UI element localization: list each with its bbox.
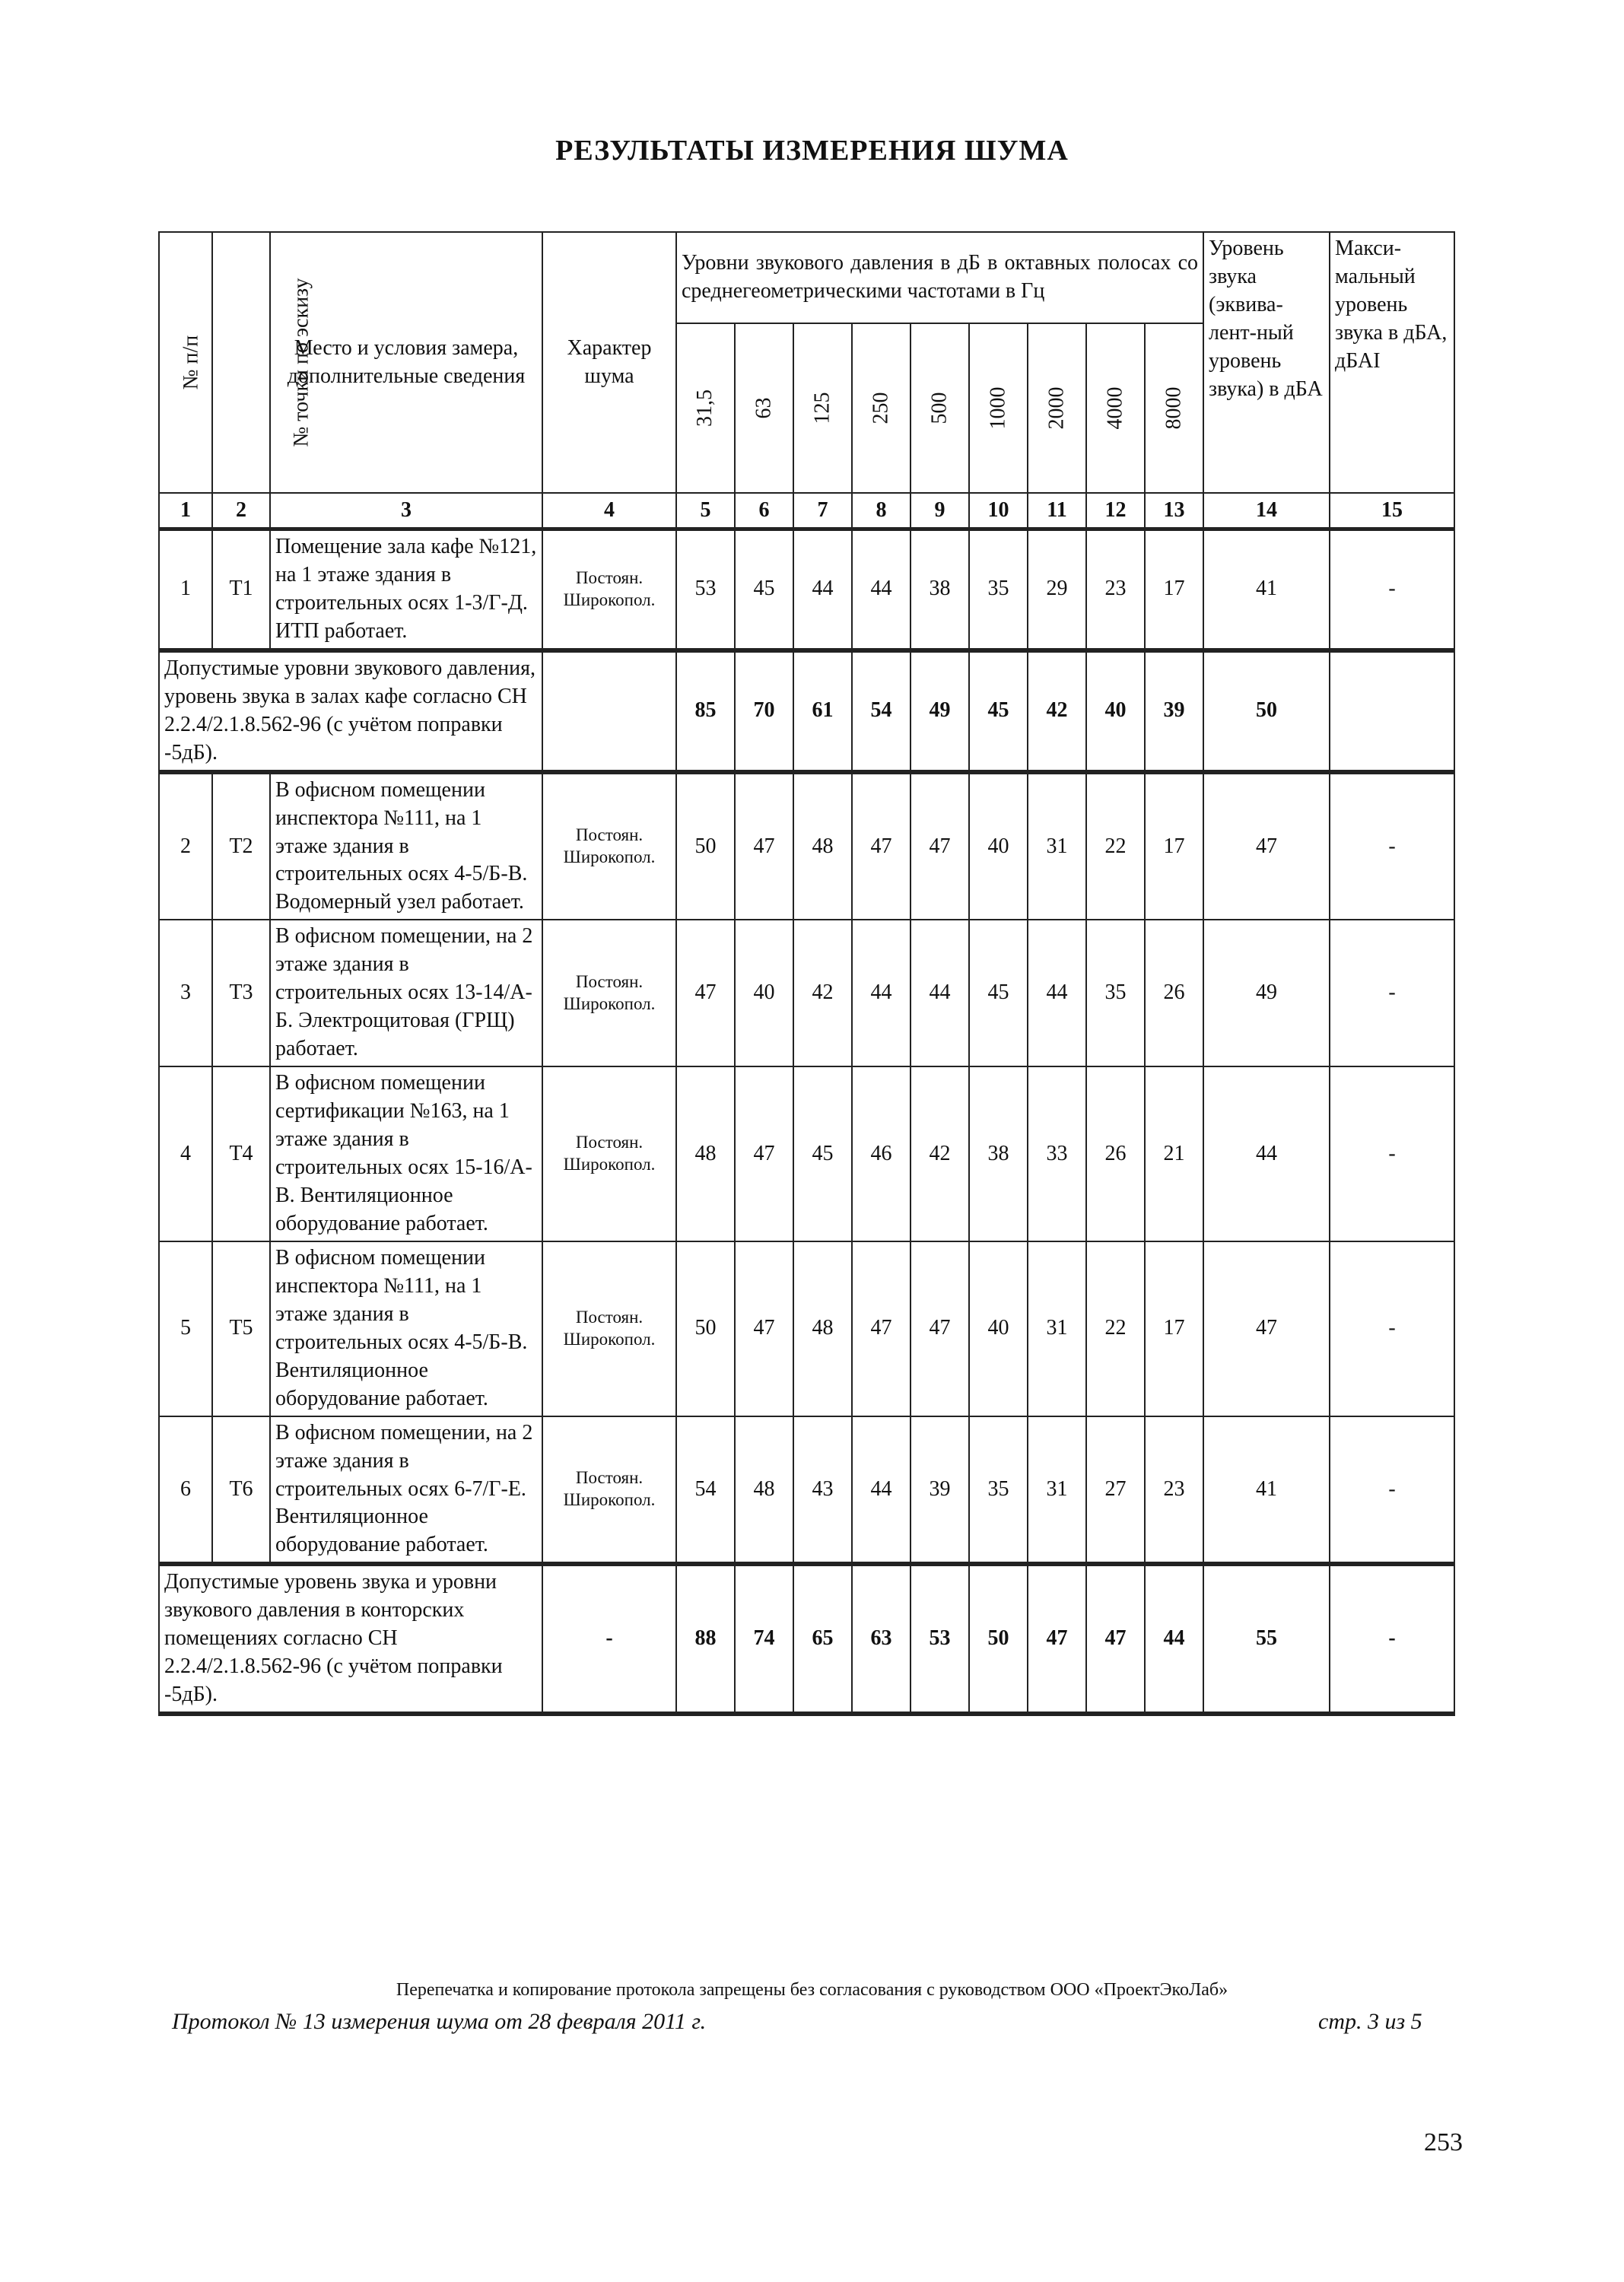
norm-value: 47 bbox=[1086, 1564, 1145, 1714]
measurement-row bbox=[159, 1241, 1454, 1416]
norm-value: 39 bbox=[1145, 650, 1203, 772]
norm-value: 85 bbox=[676, 650, 735, 772]
level-value: 17 bbox=[1145, 772, 1203, 920]
row-point: Т5 bbox=[212, 1241, 270, 1416]
row-point: Т3 bbox=[212, 920, 270, 1066]
level-value: 47 bbox=[735, 1241, 793, 1416]
freq-header-5 bbox=[969, 323, 1028, 493]
freq-label: 2000 bbox=[1044, 386, 1069, 430]
norm-eq: 55 bbox=[1203, 1564, 1330, 1714]
level-value: 45 bbox=[735, 529, 793, 650]
column-number: 2 bbox=[212, 493, 270, 529]
freq-label: 63 bbox=[752, 397, 776, 419]
level-value: 38 bbox=[969, 1066, 1028, 1241]
norm-value: 65 bbox=[793, 1564, 852, 1714]
norm-value: 42 bbox=[1028, 650, 1086, 772]
freq-label: 500 bbox=[927, 392, 952, 424]
level-value: 47 bbox=[911, 1241, 969, 1416]
level-value: 44 bbox=[852, 1416, 911, 1565]
column-number: 3 bbox=[270, 493, 542, 529]
level-value: 35 bbox=[969, 529, 1028, 650]
kind-line-2: Широкопол. bbox=[563, 1489, 656, 1509]
level-value: 22 bbox=[1086, 1241, 1145, 1416]
max-level-value: - bbox=[1330, 1241, 1454, 1416]
freq-header-1 bbox=[735, 323, 793, 493]
column-number: 9 bbox=[911, 493, 969, 529]
level-value: 43 bbox=[793, 1416, 852, 1565]
kind-line-1: Постоян. bbox=[575, 1133, 644, 1152]
noise-results-table bbox=[158, 231, 1455, 1716]
freq-header-4 bbox=[911, 323, 969, 493]
eq-level-value: 44 bbox=[1203, 1066, 1330, 1241]
level-value: 45 bbox=[969, 920, 1028, 1066]
freq-header-3 bbox=[852, 323, 911, 493]
norm-value: 53 bbox=[911, 1564, 969, 1714]
column-numbers-row bbox=[159, 493, 1454, 529]
row-num: 3 bbox=[159, 920, 212, 1066]
level-value: 48 bbox=[793, 1241, 852, 1416]
eq-level-value: 47 bbox=[1203, 772, 1330, 920]
column-number: 6 bbox=[735, 493, 793, 529]
level-value: 31 bbox=[1028, 1416, 1086, 1565]
norm-value: 49 bbox=[911, 650, 969, 772]
level-value: 23 bbox=[1145, 1416, 1203, 1565]
norm-value: 45 bbox=[969, 650, 1028, 772]
kind-line-2: Широкопол. bbox=[563, 1155, 656, 1174]
level-value: 53 bbox=[676, 529, 735, 650]
measurement-row bbox=[159, 1416, 1454, 1565]
max-level-value: - bbox=[1330, 1416, 1454, 1565]
level-value: 35 bbox=[969, 1416, 1028, 1565]
column-number: 11 bbox=[1028, 493, 1086, 529]
kind-line-2: Широкопол. bbox=[563, 1329, 656, 1349]
header-num: № п/п bbox=[159, 232, 212, 493]
header-row bbox=[159, 232, 1454, 323]
header-eq-level: Уровень звука (эквива-лент-ный уровень звука) в дБА bbox=[1203, 232, 1330, 493]
eq-level-value: 47 bbox=[1203, 1241, 1330, 1416]
column-number: 8 bbox=[852, 493, 911, 529]
level-value: 38 bbox=[911, 529, 969, 650]
level-value: 26 bbox=[1086, 1066, 1145, 1241]
level-value: 21 bbox=[1145, 1066, 1203, 1241]
norm-value: 40 bbox=[1086, 650, 1145, 772]
norm-value: 63 bbox=[852, 1564, 911, 1714]
level-value: 54 bbox=[676, 1416, 735, 1565]
freq-header-0 bbox=[676, 323, 735, 493]
header-max-level: Макси-мальный уровень звука в дБА, дБАI bbox=[1330, 232, 1454, 493]
row-num: 1 bbox=[159, 529, 212, 650]
level-value: 44 bbox=[852, 920, 911, 1066]
norm-text: Допустимые уровни звукового давления, уровень звука в залах кафе согласно СН 2.2.4/2.1.8.562-96 (с учётом поправки -5дБ). bbox=[159, 650, 542, 772]
norm-value: 54 bbox=[852, 650, 911, 772]
column-number: 12 bbox=[1086, 493, 1145, 529]
level-value: 39 bbox=[911, 1416, 969, 1565]
row-kind bbox=[542, 1241, 676, 1416]
norm-value: 70 bbox=[735, 650, 793, 772]
level-value: 50 bbox=[676, 772, 735, 920]
page-number: 253 bbox=[1424, 2128, 1463, 2156]
header-levels: Уровни звукового давления в дБ в октавных полосах со среднегеометрическими частотами в Гц bbox=[676, 232, 1203, 323]
kind-line-2: Широкопол. bbox=[563, 847, 656, 866]
row-place: Помещение зала кафе №121, на 1 этаже здания в строительных осях 1-3/Г-Д. ИТП работает. bbox=[270, 529, 542, 650]
header-kind: Характер шума bbox=[542, 232, 676, 493]
kind-line-2: Широкопол. bbox=[563, 993, 656, 1013]
measurement-row bbox=[159, 1066, 1454, 1241]
eq-level-value: 49 bbox=[1203, 920, 1330, 1066]
level-value: 22 bbox=[1086, 772, 1145, 920]
kind-line-1: Постоян. bbox=[575, 568, 644, 588]
level-value: 47 bbox=[735, 1066, 793, 1241]
level-value: 48 bbox=[793, 772, 852, 920]
row-point: Т4 bbox=[212, 1066, 270, 1241]
max-level-value: - bbox=[1330, 529, 1454, 650]
row-num: 6 bbox=[159, 1416, 212, 1565]
norm-kind bbox=[542, 650, 676, 772]
level-value: 47 bbox=[676, 920, 735, 1066]
column-number: 4 bbox=[542, 493, 676, 529]
level-value: 40 bbox=[735, 920, 793, 1066]
level-value: 26 bbox=[1145, 920, 1203, 1066]
level-value: 17 bbox=[1145, 529, 1203, 650]
level-value: 44 bbox=[911, 920, 969, 1066]
level-value: 40 bbox=[969, 1241, 1028, 1416]
norm-max bbox=[1330, 650, 1454, 772]
row-place: В офисном помещении, на 2 этаже здания в строительных осях 6-7/Г-Е. Вентиляционное оборудование работает. bbox=[270, 1416, 542, 1565]
level-value: 33 bbox=[1028, 1066, 1086, 1241]
level-value: 17 bbox=[1145, 1241, 1203, 1416]
kind-line-1: Постоян. bbox=[575, 972, 644, 992]
row-place: В офисном помещении инспектора №111, на 1 этаже здания в строительных осях 4-5/Б-В. Вентиляционное оборудование работает. bbox=[270, 1241, 542, 1416]
level-value: 44 bbox=[852, 529, 911, 650]
row-kind bbox=[542, 920, 676, 1066]
column-number: 7 bbox=[793, 493, 852, 529]
protocol-title: Протокол № 13 измерения шума от 28 февраля 2011 г. bbox=[172, 2009, 707, 2034]
kind-line-1: Постоян. bbox=[575, 1307, 644, 1327]
measurement-row bbox=[159, 529, 1454, 650]
header-point: № точки по эскизу bbox=[212, 232, 270, 493]
copy-notice: Перепечатка и копирование протокола запрещены без согласования с руководством ООО «ПроектЭкоЛаб» bbox=[396, 1980, 1228, 2000]
measurement-row bbox=[159, 920, 1454, 1066]
row-point: Т6 bbox=[212, 1416, 270, 1565]
norm-max: - bbox=[1330, 1564, 1454, 1714]
level-value: 29 bbox=[1028, 529, 1086, 650]
eq-level-value: 41 bbox=[1203, 529, 1330, 650]
norm-value: 61 bbox=[793, 650, 852, 772]
row-place: В офисном помещении, на 2 этаже здания в строительных осях 13-14/А-Б. Электрощитовая (ГРЩ) работает. bbox=[270, 920, 542, 1066]
column-number: 10 bbox=[969, 493, 1028, 529]
measurement-row bbox=[159, 772, 1454, 920]
level-value: 50 bbox=[676, 1241, 735, 1416]
freq-label: 8000 bbox=[1162, 386, 1186, 430]
norm-kind: - bbox=[542, 1564, 676, 1714]
row-num: 4 bbox=[159, 1066, 212, 1241]
level-value: 42 bbox=[911, 1066, 969, 1241]
norm-value: 47 bbox=[1028, 1564, 1086, 1714]
row-kind bbox=[542, 772, 676, 920]
row-point: Т2 bbox=[212, 772, 270, 920]
norm-text: Допустимые уровень звука и уровни звукового давления в конторских помещениях согласно СН 2.2.4/2.1.8.562-96 (с учётом поправки -5дБ). bbox=[159, 1564, 542, 1714]
level-value: 47 bbox=[911, 772, 969, 920]
level-value: 27 bbox=[1086, 1416, 1145, 1565]
norm-value: 88 bbox=[676, 1564, 735, 1714]
row-kind bbox=[542, 1416, 676, 1565]
freq-label: 4000 bbox=[1103, 386, 1127, 430]
page-title: РЕЗУЛЬТАТЫ ИЗМЕРЕНИЯ ШУМА bbox=[555, 135, 1069, 167]
kind-line-1: Постоян. bbox=[575, 1468, 644, 1488]
column-number: 13 bbox=[1145, 493, 1203, 529]
level-value: 45 bbox=[793, 1066, 852, 1241]
row-point: Т1 bbox=[212, 529, 270, 650]
page-indicator: стр. 3 из 5 bbox=[1318, 2009, 1422, 2034]
column-number: 5 bbox=[676, 493, 735, 529]
freq-header-7 bbox=[1086, 323, 1145, 493]
freq-label: 31,5 bbox=[693, 389, 717, 427]
max-level-value: - bbox=[1330, 1066, 1454, 1241]
row-num: 2 bbox=[159, 772, 212, 920]
level-value: 42 bbox=[793, 920, 852, 1066]
level-value: 48 bbox=[735, 1416, 793, 1565]
max-level-value: - bbox=[1330, 772, 1454, 920]
norm-value: 44 bbox=[1145, 1564, 1203, 1714]
row-place: В офисном помещении сертификации №163, на 1 этаже здания в строительных осях 15-16/А-В. Вентиляционное оборудование работает. bbox=[270, 1066, 542, 1241]
norm-row-norm-office bbox=[159, 1564, 1454, 1714]
level-value: 23 bbox=[1086, 529, 1145, 650]
level-value: 31 bbox=[1028, 772, 1086, 920]
level-value: 48 bbox=[676, 1066, 735, 1241]
row-kind bbox=[542, 1066, 676, 1241]
level-value: 44 bbox=[793, 529, 852, 650]
freq-label: 125 bbox=[810, 392, 834, 424]
freq-header-2 bbox=[793, 323, 852, 493]
level-value: 47 bbox=[852, 772, 911, 920]
level-value: 47 bbox=[852, 1241, 911, 1416]
norm-eq: 50 bbox=[1203, 650, 1330, 772]
row-num: 5 bbox=[159, 1241, 212, 1416]
freq-header-8 bbox=[1145, 323, 1203, 493]
freq-header-6 bbox=[1028, 323, 1086, 493]
column-number: 1 bbox=[159, 493, 212, 529]
row-place: В офисном помещении инспектора №111, на 1 этаже здания в строительных осях 4-5/Б-В. Водомерный узел работает. bbox=[270, 772, 542, 920]
freq-label: 1000 bbox=[986, 386, 1010, 430]
level-value: 47 bbox=[735, 772, 793, 920]
level-value: 46 bbox=[852, 1066, 911, 1241]
norm-row-norm-cafe bbox=[159, 650, 1454, 772]
level-value: 44 bbox=[1028, 920, 1086, 1066]
max-level-value: - bbox=[1330, 920, 1454, 1066]
norm-value: 74 bbox=[735, 1564, 793, 1714]
norm-value: 50 bbox=[969, 1564, 1028, 1714]
level-value: 35 bbox=[1086, 920, 1145, 1066]
row-kind bbox=[542, 529, 676, 650]
kind-line-1: Постоян. bbox=[575, 825, 644, 845]
freq-label: 250 bbox=[869, 392, 893, 424]
kind-line-2: Широкопол. bbox=[563, 590, 656, 609]
header-place: Место и условия замера, дополнительные сведения bbox=[270, 232, 542, 493]
column-number: 15 bbox=[1330, 493, 1454, 529]
level-value: 31 bbox=[1028, 1241, 1086, 1416]
eq-level-value: 41 bbox=[1203, 1416, 1330, 1565]
column-number: 14 bbox=[1203, 493, 1330, 529]
level-value: 40 bbox=[969, 772, 1028, 920]
